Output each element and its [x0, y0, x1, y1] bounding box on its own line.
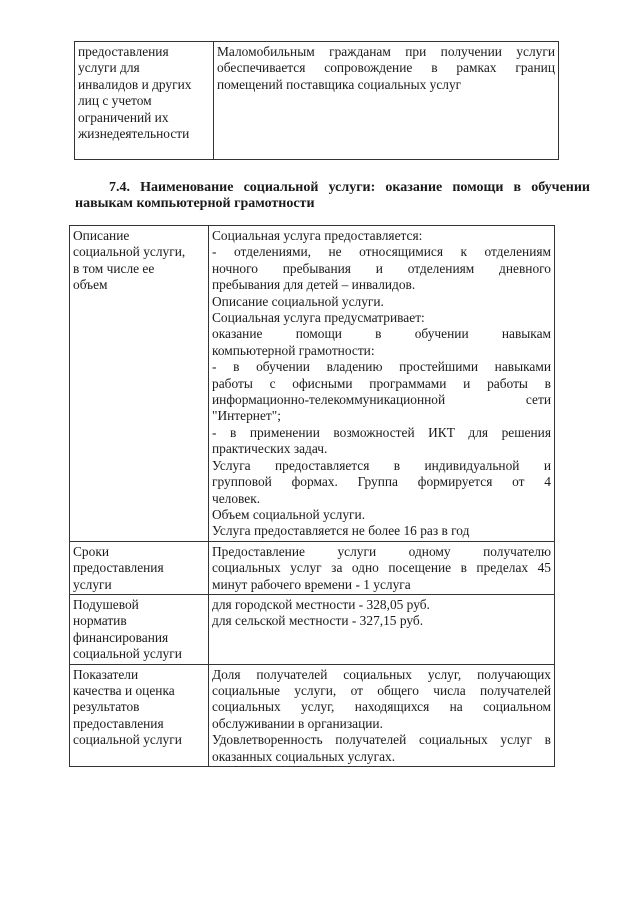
label-line: социальной услуги — [73, 732, 182, 748]
value-line: - в применении возможностей ИКТ для решения — [212, 424, 551, 440]
label-line: инвалидов и других — [78, 76, 192, 92]
value-line: работы с офисными программами и работы в — [212, 375, 551, 391]
label-line: Сроки — [73, 543, 109, 559]
value-line: групповой формах. Группа формируется от 4 — [212, 474, 551, 490]
label-line: результатов — [73, 699, 140, 715]
label-line: в том числе ее — [73, 260, 155, 276]
value-line: оказанных социальных услугах. — [212, 748, 396, 764]
label-line: Показатели — [73, 666, 139, 682]
value-line: Маломобильным гражданам при получении услуги — [217, 44, 555, 59]
value-line: Удовлетворенность получателей социальных услуг в — [212, 732, 551, 748]
table-row — [70, 594, 555, 664]
label-line: социальной услуги — [73, 646, 182, 662]
row-label-cell — [70, 226, 209, 542]
label-line: объем — [73, 277, 108, 293]
label-line: качества и оценка — [73, 682, 175, 698]
value-line: практических задач. — [212, 441, 328, 457]
value-line: компьютерной грамотности: — [212, 342, 375, 358]
row-value-cell — [214, 42, 559, 160]
heading-line: навыкам компьютерной грамотности — [75, 196, 315, 211]
value-line: минут рабочего времени - 1 услуга — [212, 576, 411, 592]
value-line: Объем социальной услуги. — [212, 506, 366, 522]
value-line: Социальная услуга предусматривает: — [212, 310, 425, 326]
value-line: обеспечивается сопровождение в рамках границ — [217, 60, 555, 76]
value-line: для городской местности - 328,05 руб. — [212, 596, 430, 612]
row-label-cell — [70, 541, 209, 594]
value-line: "Интернет"; — [212, 408, 281, 424]
value-line: информационно-телекоммуникационной сети — [212, 392, 551, 408]
label-line: услуги для — [78, 60, 140, 76]
value-line: человек. — [212, 490, 261, 506]
section-heading — [75, 180, 590, 212]
value-line: пребывания для детей – инвалидов. — [212, 277, 416, 293]
value-line: Услуга предоставляется в индивидуальной и — [212, 457, 551, 473]
heading-line: 7.4. Наименование социальной услуги: оказание помощи в обучении — [109, 180, 590, 195]
row-value-cell — [209, 541, 555, 594]
value-line: для сельской местности - 327,15 руб. — [212, 613, 424, 629]
service-table — [69, 225, 555, 767]
row-label-cell — [70, 594, 209, 664]
value-line: Предоставление услуги одному получателю — [212, 543, 551, 559]
label-line: услуги — [73, 576, 112, 592]
label-line: социальной услуги, — [73, 244, 186, 260]
value-line: - отделениями, не относящимися к отделениям — [212, 244, 551, 260]
label-line: жизнедеятельности — [78, 126, 190, 142]
value-line: оказание помощи в обучении навыкам — [212, 326, 551, 342]
value-line: Социальная услуга предоставляется: — [212, 228, 423, 243]
label-line: предоставления — [73, 715, 164, 731]
table-row — [70, 664, 555, 766]
accessibility-table — [74, 41, 559, 160]
label-line: финансирования — [73, 629, 169, 645]
row-value-cell — [209, 594, 555, 664]
value-line: ночного пребывания и отделениям дневного — [212, 260, 551, 276]
value-line: социальные услуги, от общего числа получателей — [212, 682, 551, 698]
value-line: социальных услуг за одно посещение в пределах 45 — [212, 560, 551, 576]
table-row — [70, 226, 555, 542]
label-line: Описание — [73, 228, 130, 243]
value-line: - в обучении владению простейшими навыками — [212, 359, 551, 375]
label-line: лиц с учетом — [78, 93, 152, 109]
label-line: Подушевой — [73, 596, 139, 612]
label-line: предоставления — [73, 560, 164, 576]
value-line: социальных услуг, находящихся на социальном — [212, 699, 551, 715]
row-value-cell — [209, 226, 555, 542]
row-label-cell — [70, 664, 209, 766]
value-line: Доля получателей социальных услуг, получающих — [212, 666, 551, 682]
row-value-cell — [209, 664, 555, 766]
value-line: помещений поставщика социальных услуг — [217, 76, 462, 92]
table-row — [75, 42, 559, 160]
row-label-cell — [75, 42, 214, 160]
value-line: обслуживании в организации. — [212, 715, 383, 731]
label-line: ограничений их — [78, 109, 169, 125]
label-line: предоставления — [78, 44, 169, 59]
value-line: Описание социальной услуги. — [212, 293, 384, 309]
table-row — [70, 541, 555, 594]
value-line: Услуга предоставляется не более 16 раз в год — [212, 523, 470, 539]
label-line: норматив — [73, 613, 127, 629]
